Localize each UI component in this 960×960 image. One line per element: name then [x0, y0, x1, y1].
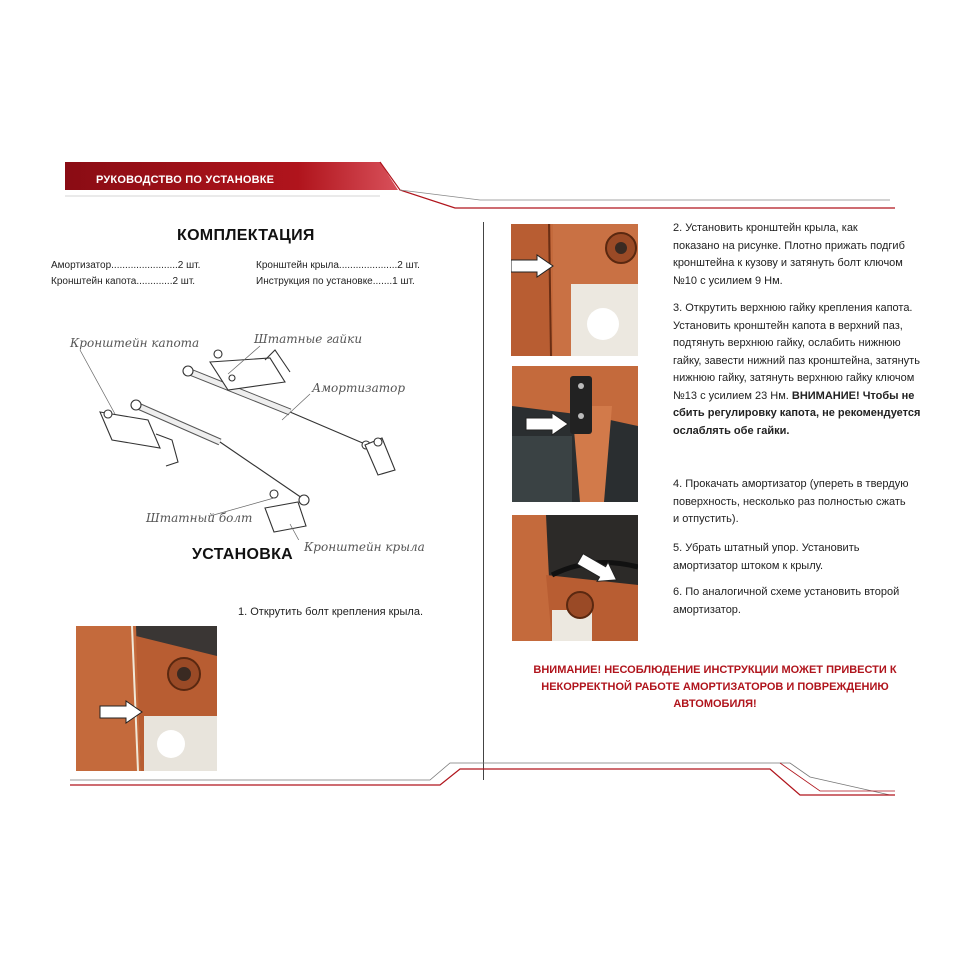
step-3 [673, 300, 921, 440]
photo-step-2 [511, 224, 638, 356]
footer-lines [0, 755, 960, 815]
kit-item-hood-bracket: Кронштейн капота.............2 шт. [51, 276, 196, 287]
label-shock: Амортизатор [312, 381, 406, 395]
step-3-warning: ВНИМАНИЕ! Чтобы не сбить регулировку капота, не рекомендуется ослаблять обе гайки. [673, 389, 921, 437]
step-1: 1. Открутить болт крепления крыла. [238, 606, 424, 618]
kit-item-wing-bracket: Кронштейн крыла.....................2 шт. [256, 260, 420, 271]
step-6: 6. По аналогичной схеме установить второй амортизатор. [673, 586, 900, 616]
label-hood-bracket: Кронштейн капота [70, 336, 200, 350]
column-divider [483, 222, 484, 780]
warning-notice: ВНИМАНИЕ! НЕСОБЛЮДЕНИЕ ИНСТРУКЦИИ МОЖЕТ ПРИВЕСТИ К НЕКОРРЕКТНОЙ РАБОТЕ АМОРТИЗАТОРОВ И ПОВРЕЖДЕНИЮ АВТОМОБИЛЯ! [533, 664, 897, 710]
kit-title: КОМПЛЕКТАЦИЯ [177, 227, 315, 244]
parts-diagram [60, 320, 440, 540]
label-std-nuts: Штатные гайки [254, 332, 363, 346]
kit-item-shock: Амортизатор........................2 шт. [51, 260, 201, 271]
arrow-icon [524, 412, 570, 441]
step-3-text: 3. Открутить верхнюю гайку крепления капота. Установить кронштейн капота в верхний паз, подтянуть верхнюю гайку, ослабить нижнюю гайку, завести нижний паз кронштейна, затянуть нижнюю гайку, затянуть верхнюю гайку ключом №13 с усилием 23 Нм. [673, 302, 920, 402]
step-4: 4. Прокачать амортизатор (упереть в твердую поверхность, несколько раз полностью сжать и отпустить). [673, 478, 909, 525]
label-wing-bracket: Кронштейн крыла [304, 540, 425, 554]
arrow-icon [511, 254, 555, 283]
header-title: РУКОВОДСТВО ПО УСТАНОВКЕ [96, 174, 275, 186]
photo-step-3 [512, 366, 638, 502]
label-std-bolt: Штатный болт [146, 511, 253, 525]
step-2: 2. Установить кронштейн крыла, как показано на рисунке. Плотно прижать подгиб кронштейна к кузову и затянуть болт ключом №10 с усилием 9 Нм. [673, 222, 905, 287]
kit-item-manual: Инструкция по установке.......1 шт. [256, 276, 415, 287]
photo-step-1 [76, 626, 217, 771]
step-5: 5. Убрать штатный упор. Установить амортизатор штоком к крылу. [673, 542, 860, 572]
photo-step-4 [512, 515, 638, 641]
arrow-icon [98, 700, 144, 729]
install-title: УСТАНОВКА [192, 546, 294, 563]
